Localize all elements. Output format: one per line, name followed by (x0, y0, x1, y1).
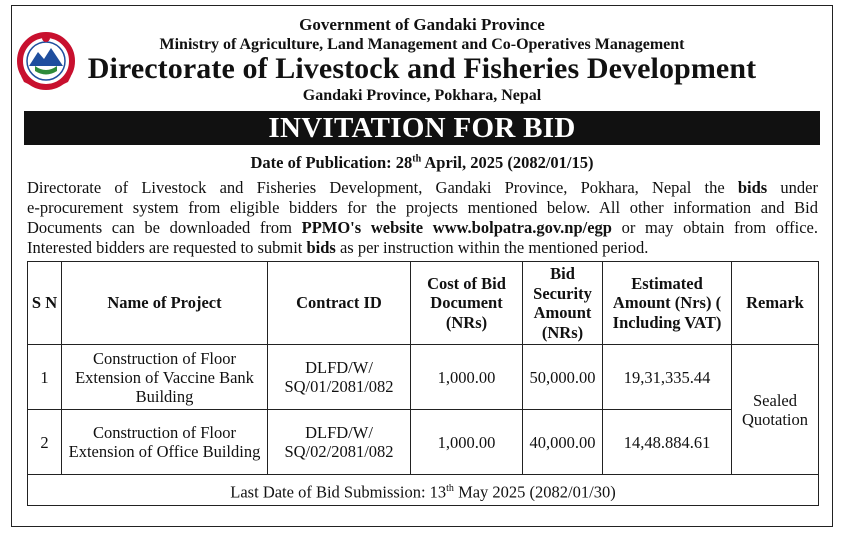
intro-bold: bids (306, 238, 336, 257)
bid-table (27, 261, 819, 506)
remark-cell: Sealed Quotation (732, 345, 819, 475)
header-sn: S N (28, 262, 62, 345)
row-sn: 2 (28, 410, 62, 475)
intro-text: Directorate of Livestock and Fisheries Development, Gandaki Province, Pokhara, Nepal the (27, 178, 738, 197)
row-cost: 1,000.00 (411, 345, 523, 410)
intro-text: as per instruction within the mentioned period. (335, 238, 649, 257)
header-remark: Remark (732, 262, 819, 345)
ministry-line: Ministry of Agriculture, Land Management and Co-Operatives Management (159, 36, 685, 53)
header-estimated: Estimated Amount (Nrs) ( Including VAT) (603, 262, 732, 345)
invitation-banner: INVITATION FOR BID (24, 111, 820, 145)
intro-text: Interested bidders are requested to submit (27, 238, 307, 257)
row-contract: DLFD/W/ SQ/02/2081/082 (268, 410, 411, 475)
directorate-title: Directorate of Livestock and Fisheries Development (87, 52, 757, 85)
row-security: 40,000.00 (523, 410, 603, 475)
publication-date (0, 153, 844, 173)
intro-website: PPMO's website www.bolpatra.gov.np/egp (301, 218, 612, 237)
row-security: 50,000.00 (523, 345, 603, 410)
row-contract: DLFD/W/ SQ/01/2081/082 (268, 345, 411, 410)
row-estimated: 19,31,335.44 (603, 345, 732, 410)
row-project: Construction of Floor Extension of Vaccine Bank Building (62, 345, 268, 410)
publication-label: Date of Publication: 28 (250, 153, 413, 172)
publication-sup: th (412, 153, 422, 165)
header-project: Name of Project (62, 262, 268, 345)
intro-text: Documents can be downloaded from (27, 218, 302, 237)
intro-text: under (767, 178, 818, 197)
row-sn: 1 (28, 345, 62, 410)
last-date-rest: May 2025 (2082/01/30) (453, 482, 616, 502)
intro-text: or may obtain from office. (611, 218, 818, 237)
intro-bold: bids (737, 178, 768, 197)
last-date-sup: th (446, 482, 454, 494)
row-cost: 1,000.00 (411, 410, 523, 475)
intro-line-3 (27, 218, 818, 238)
row-estimated: 14,48.884.61 (603, 410, 732, 475)
header-cost: Cost of Bid Document (NRs) (411, 262, 523, 345)
intro-line-1 (27, 178, 818, 198)
table-row (28, 410, 819, 475)
government-line: Government of Gandaki Province (299, 15, 545, 34)
header-contract: Contract ID (268, 262, 411, 345)
last-date (28, 475, 819, 506)
row-project: Construction of Floor Extension of Office Building (62, 410, 268, 475)
intro-line-4 (27, 238, 818, 258)
address-line: Gandaki Province, Pokhara, Nepal (302, 87, 542, 104)
publication-rest: April, 2025 (2082/01/15) (421, 153, 594, 172)
header-security: Bid Security Amount (NRs) (523, 262, 603, 345)
intro-paragraph (27, 178, 818, 258)
table-row (28, 345, 819, 410)
intro-line-2: e-procurement system from eligible bidders for the projects mentioned below. All other information and Bid (27, 198, 818, 217)
last-date-label: Last Date of Bid Submission: 13 (230, 482, 447, 502)
